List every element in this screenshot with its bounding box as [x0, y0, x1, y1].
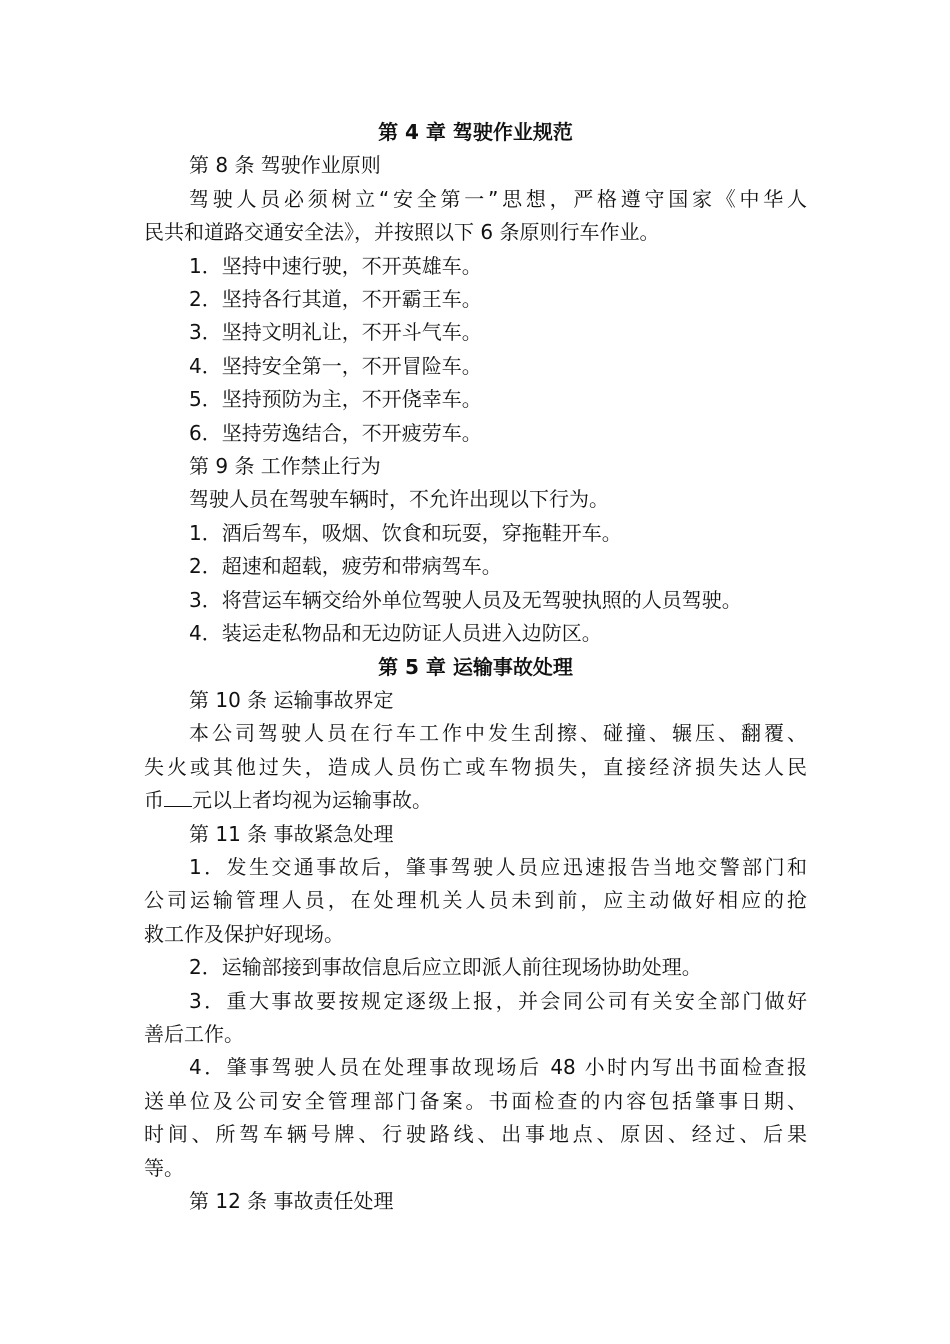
- article-8-item-1: 1．坚持中速行驶，不开英雄车。: [189, 253, 482, 278]
- amount-blank: [164, 788, 192, 807]
- article-11-item-4-line-1: 4．肇事驾驶人员在处理事故现场后 48 小时内写出书面检查报: [189, 1055, 807, 1080]
- article-12-heading: 第 12 条 事故责任处理: [189, 1189, 394, 1213]
- article-8-item-4: 4．坚持安全第一，不开冒险车。: [189, 353, 482, 378]
- article-11-item-3-line-1: 3．重大事故要按规定逐级上报，并会同公司有关安全部门做好: [189, 988, 807, 1013]
- article-10-line-3: [144, 784, 807, 817]
- article-10-line-3-prefix: 币: [144, 788, 164, 813]
- article-8-item-2: 2．坚持各行其道，不开霸王车。: [189, 287, 482, 312]
- article-8-heading: 第 8 条 驾驶作业原则: [189, 153, 381, 178]
- article-9-heading: 第 9 条 工作禁止行为: [189, 454, 381, 479]
- chapter-4-title: 第 4 章 驾驶作业规范: [378, 120, 573, 144]
- article-11-item-3-line-2: 善后工作。: [144, 1021, 244, 1046]
- article-11-item-4-line-4: 等。: [144, 1155, 184, 1180]
- article-8-item-3: 3．坚持文明礼让，不开斗气车。: [189, 320, 482, 345]
- article-11-heading: 第 11 条 事故紧急处理: [189, 821, 394, 846]
- article-10-line-3-suffix: 元以上者均视为运输事故。: [192, 788, 432, 813]
- article-8-item-6: 6．坚持劳逸结合，不开疲劳车。: [189, 420, 482, 445]
- article-9-item-2: 2．超速和超载，疲劳和带病驾车。: [189, 554, 502, 579]
- article-8-intro-line-2: 民共和道路交通安全法》，并按照以下 6 条原则行车作业。: [144, 220, 660, 245]
- article-11-item-1-line-3: 救工作及保护好现场。: [144, 921, 344, 946]
- article-10-line-1: 本公司驾驶人员在行车工作中发生刮擦、碰撞、辗压、翻覆、: [189, 721, 807, 746]
- article-8-item-5: 5．坚持预防为主，不开侥幸车。: [189, 387, 482, 412]
- article-11-item-4-line-2: 送单位及公司安全管理部门备案。书面检查的内容包括肇事日期、: [144, 1088, 807, 1113]
- article-11-item-1-line-2: 公司运输管理人员，在处理机关人员未到前，应主动做好相应的抢: [144, 888, 807, 913]
- article-11-item-4-line-3: 时间、所驾车辆号牌、行驶路线、出事地点、原因、经过、后果: [144, 1122, 807, 1147]
- article-9-item-3: 3．将营运车辆交给外单位驾驶人员及无驾驶执照的人员驾驶。: [189, 587, 742, 612]
- article-9-item-4: 4．装运走私物品和无边防证人员进入边防区。: [189, 621, 602, 646]
- article-11-item-1-line-1: 1．发生交通事故后，肇事驾驶人员应迅速报告当地交警部门和: [189, 854, 807, 879]
- article-10-heading: 第 10 条 运输事故界定: [189, 687, 394, 712]
- article-9-item-1: 1．酒后驾车，吸烟、饮食和玩耍，穿拖鞋开车。: [189, 520, 622, 545]
- article-8-intro-line-1: 驾驶人员必须树立“安全第一”思想，严格遵守国家《中华人: [189, 186, 807, 211]
- article-11-item-2: 2．运输部接到事故信息后应立即派人前往现场协助处理。: [189, 955, 702, 980]
- chapter-5-title: 第 5 章 运输事故处理: [378, 654, 573, 679]
- article-10-line-2: 失火或其他过失，造成人员伤亡或车物损失，直接经济损失达人民: [144, 754, 807, 779]
- article-9-intro: 驾驶人员在驾驶车辆时，不允许出现以下行为。: [189, 487, 609, 512]
- document-body: [144, 116, 807, 1218]
